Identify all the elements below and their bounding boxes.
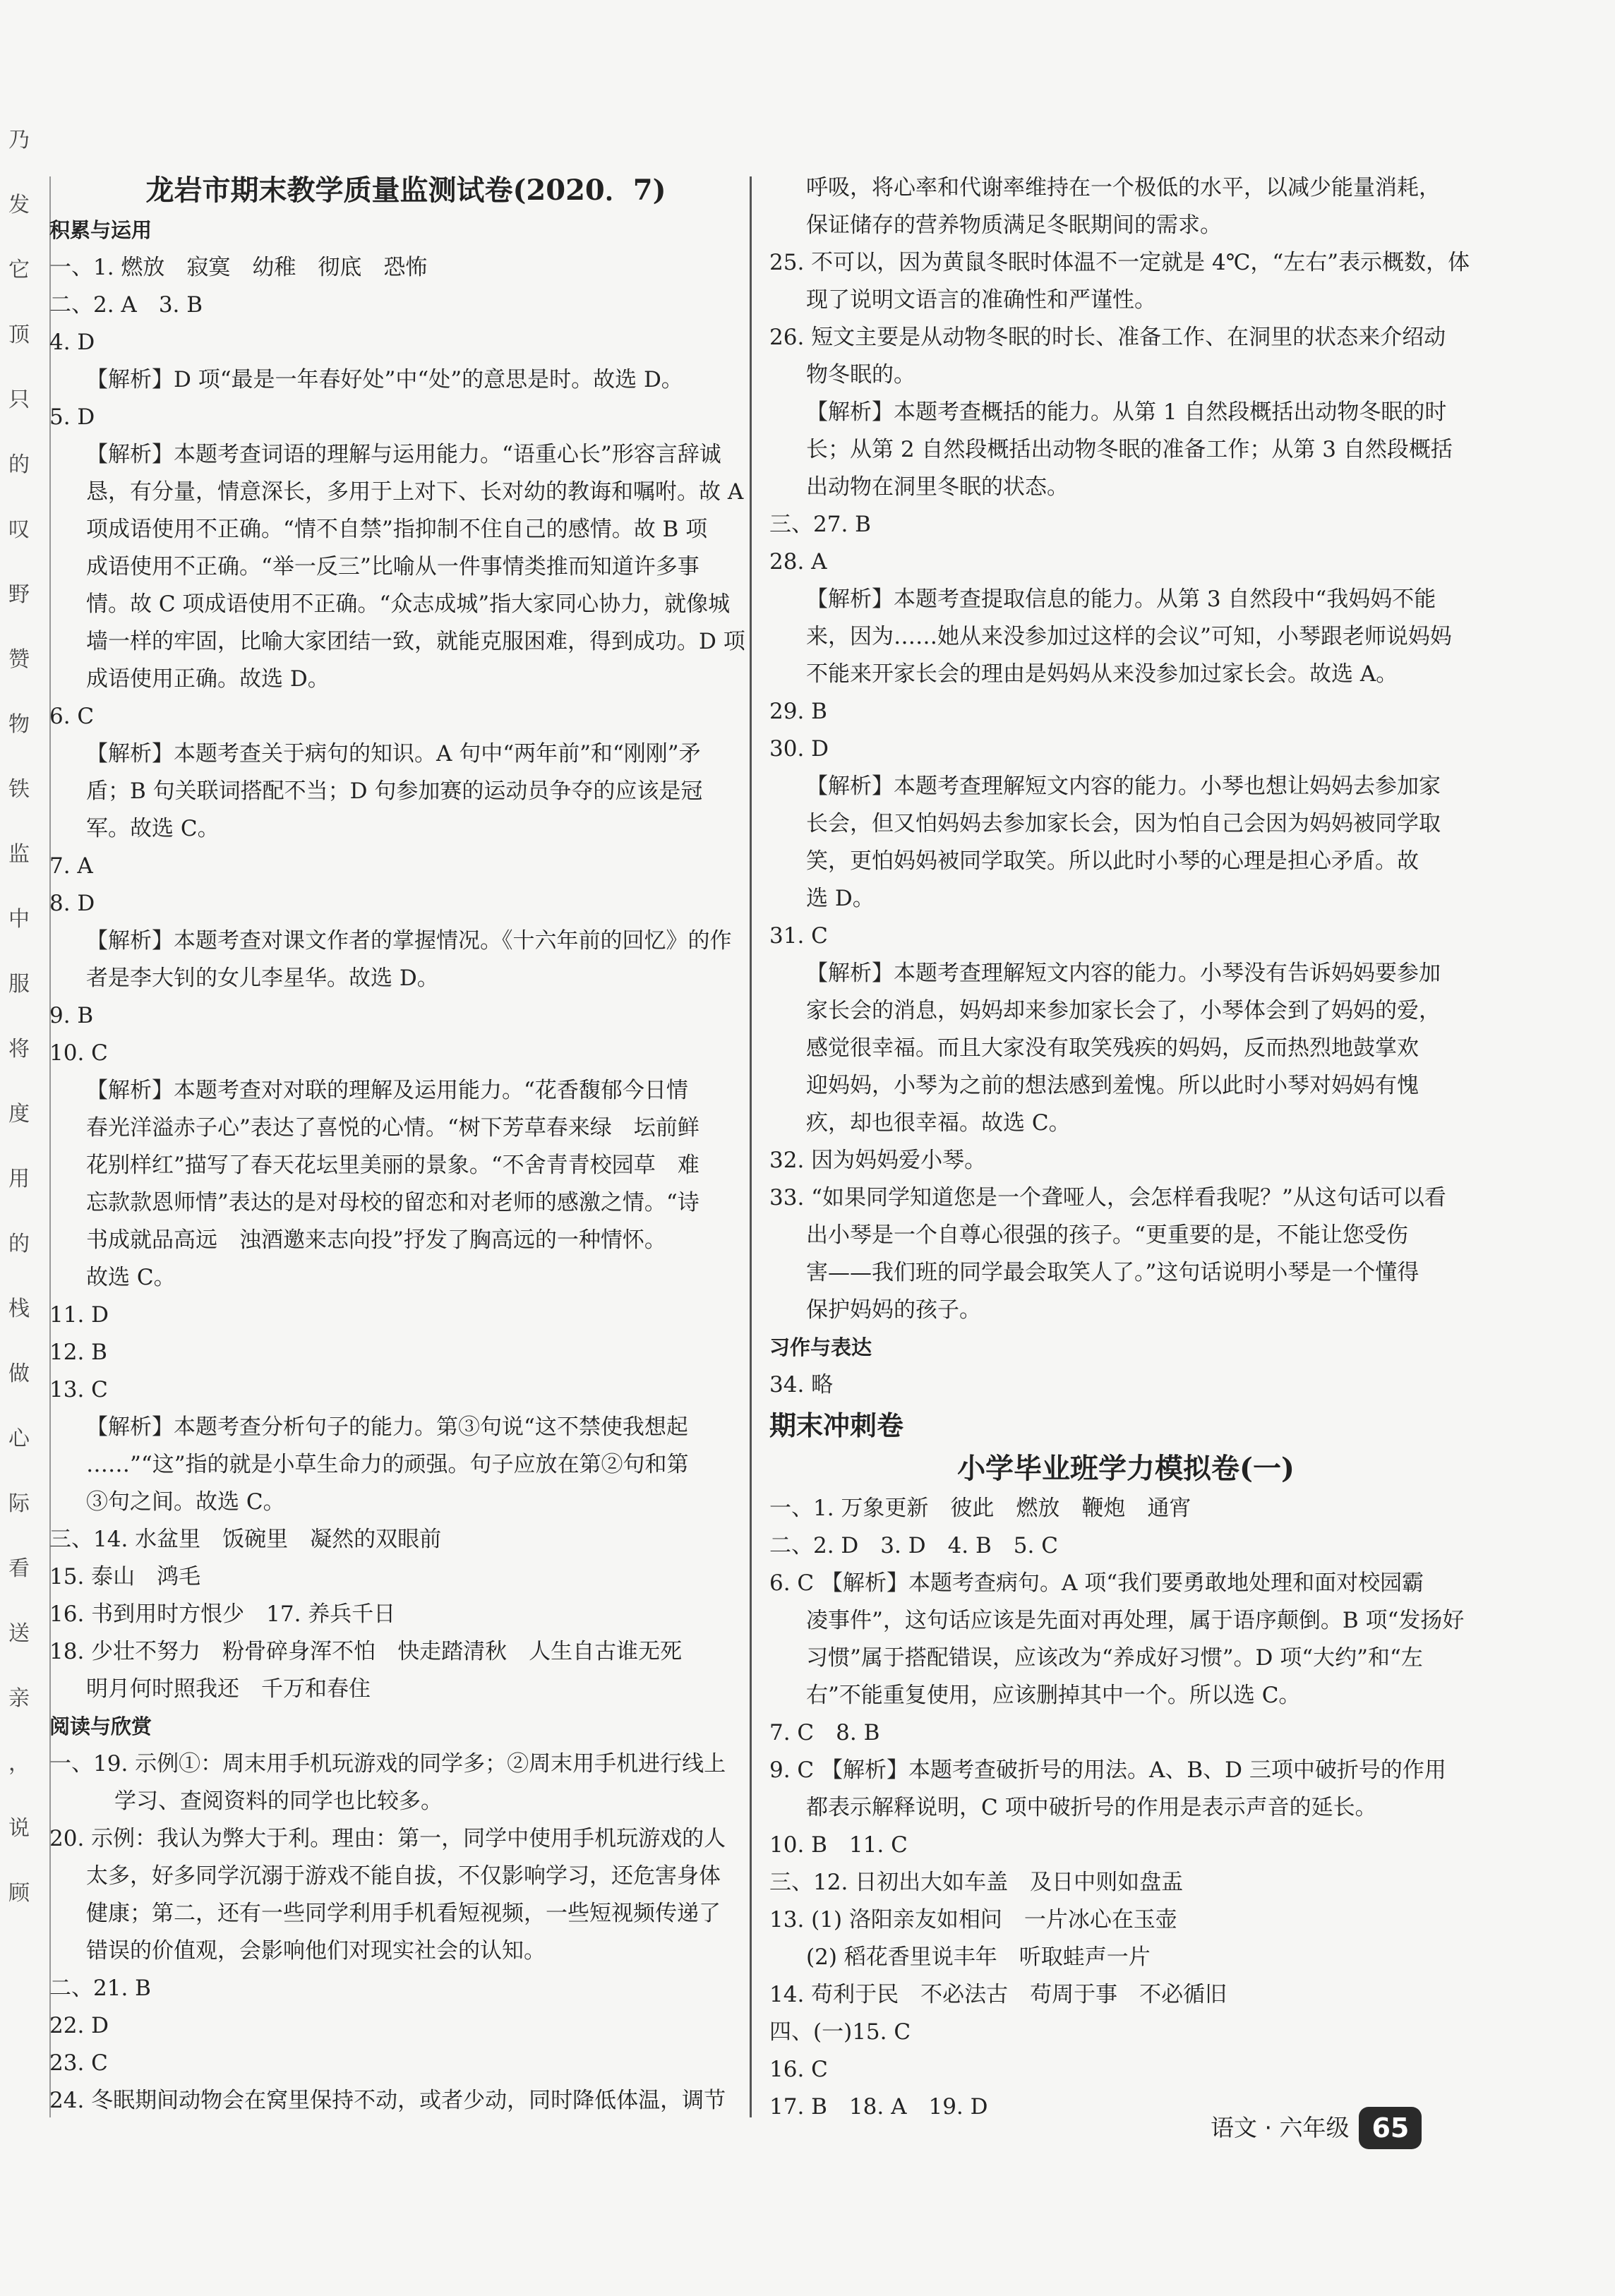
answer-line: 成语使用不正确。“举一反三”比喻从一件事情类推而知道许多事 <box>86 554 700 579</box>
margin-char: 顶 <box>8 323 30 347</box>
answer-line: 8. D <box>49 891 95 916</box>
page-footer <box>1211 2107 1422 2149</box>
answer-line: 书成就品高远 浊酒邀来志向投”抒发了胸高远的一种情怀。 <box>86 1227 666 1253</box>
margin-char: 栈 <box>8 1297 30 1321</box>
answer-line: 【解析】本题考查词语的理解与运用能力。“语重心长”形容言辞诚 <box>86 442 721 467</box>
answer-line: 盾；B 句关联词搭配不当；D 句参加赛的运动员争夺的应该是冠 <box>86 779 703 804</box>
answer-line: 恳，有分量，情意深长，多用于上对下、长对幼的教诲和嘱咐。故 A <box>86 479 744 505</box>
answer-line: 花别样红”描写了春天花坛里美丽的景象。“不舍青青校园草 难 <box>86 1153 700 1178</box>
answer-line: 7. A <box>49 853 93 879</box>
margin-char: ， <box>8 1751 30 1776</box>
answer-line: 15. 泰山 鸿毛 <box>49 1564 201 1589</box>
answer-line: 成语使用正确。故选 D。 <box>86 666 330 692</box>
answer-line: 【解析】本题考查理解短文内容的能力。小琴没有告诉妈妈要参加 <box>806 961 1441 986</box>
section-heading: 习作与表达 <box>769 1335 872 1359</box>
answer-line: (2) 稻花香里说丰年 听取蛙声一片 <box>806 1945 1151 1970</box>
margin-char: 监 <box>8 842 30 867</box>
answer-line: 感觉很幸福。而且大家没有取笑残疾的妈妈，反而热烈地鼓掌欢 <box>806 1035 1419 1061</box>
answer-line: 故选 C。 <box>86 1265 176 1290</box>
answer-line: 都表示解释说明，C 项中破折号的作用是表示声音的延长。 <box>806 1795 1377 1820</box>
answer-line: 一、19. 示例①：周末用手机玩游戏的同学多；②周末用手机进行线上 <box>49 1751 726 1777</box>
answer-line: 出动物在洞里冬眠的状态。 <box>806 474 1069 500</box>
answer-line: 16. C <box>769 2057 828 2082</box>
margin-char: 的 <box>8 452 30 477</box>
answer-line: 29. B <box>769 699 827 724</box>
margin-char: 做 <box>8 1362 30 1386</box>
answer-line: 三、12. 日初出大如车盖 及日中则如盘盂 <box>769 1870 1184 1895</box>
answer-line: 健康；第二，还有一些同学利用手机看短视频，一些短视频传递了 <box>86 1901 721 1926</box>
answer-line: 【解析】本题考查对课文作者的掌握情况。《十六年前的回忆》的作 <box>86 928 732 954</box>
answer-line: 习惯”属于搭配错误，应该改为“养成好习惯”。D 项“大约”和“左 <box>806 1645 1423 1671</box>
answer-line: 保证储存的营养物质满足冬眠期间的需求。 <box>806 212 1222 238</box>
answer-line: 17. B 18. A 19. D <box>769 2094 988 2120</box>
answer-line: 28. A <box>769 549 827 575</box>
answer-line: 长；从第 2 自然段概括出动物冬眠的准备工作；从第 3 自然段概括 <box>806 437 1453 462</box>
right-column <box>769 169 1482 2126</box>
answer-line: 一、1. 燃放 寂寞 幼稚 彻底 恐怖 <box>49 255 428 280</box>
answer-line: 6. C <box>49 704 95 729</box>
page-number-badge: 65 <box>1359 2107 1422 2149</box>
answer-line: 三、14. 水盆里 饭碗里 凝然的双眼前 <box>49 1527 442 1552</box>
answer-line: 【解析】本题考查理解短文内容的能力。小琴也想让妈妈去参加家 <box>806 774 1441 799</box>
answer-line: 二、2. D 3. D 4. B 5. C <box>769 1533 1058 1558</box>
answer-line: 23. C <box>49 2050 108 2076</box>
answer-line: 错误的价值观，会影响他们对现实社会的认知。 <box>86 1938 546 1964</box>
answer-line: 【解析】本题考查概括的能力。从第 1 自然段概括出动物冬眠的时 <box>806 399 1447 425</box>
answer-line: 保护妈妈的孩子。 <box>806 1297 981 1323</box>
answer-line: 家长会的消息，妈妈却来参加家长会了，小琴体会到了妈妈的爱， <box>806 998 1441 1023</box>
answer-line: 凌事件”，这句话应该是先面对再处理，属于语序颠倒。B 项“发扬好 <box>806 1608 1465 1633</box>
answer-line: 二、2. A 3. B <box>49 292 203 318</box>
answer-line: 【解析】本题考查关于病句的知识。A 句中“两年前”和“刚刚”矛 <box>86 741 701 767</box>
answer-line: 长会，但又怕妈妈去参加家长会，因为怕自己会因为妈妈被同学取 <box>806 811 1441 836</box>
margin-char: 将 <box>8 1037 30 1062</box>
margin-char: 服 <box>8 972 30 997</box>
answer-line: 7. C 8. B <box>769 1720 880 1745</box>
answer-line: 笑，更怕妈妈被同学取笑。所以此时小琴的心理是担心矛盾。故 <box>806 848 1419 874</box>
answer-line: 一、1. 万象更新 彼此 燃放 鞭炮 通宵 <box>769 1496 1191 1521</box>
answer-line: 迎妈妈，小琴为之前的想法感到羞愧。所以此时小琴对妈妈有愧 <box>806 1073 1419 1098</box>
answer-line: 33. “如果同学知道您是一个聋哑人，会怎样看我呢？”从这句话可以看 <box>769 1185 1446 1210</box>
answer-line: 情。故 C 项成语使用不正确。“众志成城”指大家同心协力，就像城 <box>86 591 731 617</box>
left-column <box>49 169 762 2120</box>
answer-line: 4. D <box>49 330 95 355</box>
answer-line: ……”“这”指的就是小草生命力的顽强。句子应放在第②句和第 <box>86 1452 689 1477</box>
answer-line: 疚，却也很幸福。故选 C。 <box>806 1110 1071 1136</box>
answer-line: 25. 不可以，因为黄鼠冬眠时体温不一定就是 4℃，“左右”表示概数，体 <box>769 250 1470 275</box>
answer-line: 【解析】本题考查对对联的理解及运用能力。“花香馥郁今日情 <box>86 1078 688 1103</box>
answer-line: 30. D <box>769 736 829 762</box>
answer-line: 31. C <box>769 923 828 949</box>
answer-line: ③句之间。故选 C。 <box>86 1489 285 1515</box>
answer-line: 【解析】本题考查分析句子的能力。第③句说“这不禁使我想起 <box>86 1414 688 1440</box>
answer-line: 32. 因为妈妈爱小琴。 <box>769 1148 987 1173</box>
heading: 期末冲刺卷 <box>769 1410 904 1441</box>
answer-line: 24. 冬眠期间动物会在窝里保持不动，或者少动，同时降低体温，调节 <box>49 2088 726 2113</box>
margin-char: 中 <box>8 907 30 932</box>
margin-char: 看 <box>8 1556 30 1581</box>
answer-line: 34. 略 <box>769 1372 834 1398</box>
answer-line: 出小琴是一个自尊心很强的孩子。“更重要的是，不能让您受伤 <box>806 1222 1408 1248</box>
margin-char: 物 <box>8 712 30 737</box>
answer-line: 墙一样的牢固，比喻大家团结一致，就能克服困难，得到成功。D 项 <box>86 629 745 654</box>
answer-line: 不能来开家长会的理由是妈妈从来没参加过家长会。故选 A。 <box>806 661 1398 687</box>
answer-line: 【解析】D 项“最是一年春好处”中“处”的意思是时。故选 D。 <box>86 367 683 392</box>
answer-line: 13. (1) 洛阳亲友如相问 一片冰心在玉壶 <box>769 1907 1177 1933</box>
answer-line: 春光洋溢赤子心”表达了喜悦的心情。“树下芳草春来绿 坛前鲜 <box>86 1115 700 1141</box>
answer-line: 26. 短文主要是从动物冬眠的时长、准备工作、在洞里的状态来介绍动 <box>769 325 1446 350</box>
margin-char: 叹 <box>8 517 30 542</box>
margin-char: 说 <box>8 1816 30 1841</box>
answer-line: 忘款款恩师情”表达的是对母校的留恋和对老师的感激之情。“诗 <box>86 1190 700 1215</box>
answer-line: 项成语使用不正确。“情不自禁”指抑制不住自己的感情。故 B 项 <box>86 517 708 542</box>
answer-line: 9. C 【解析】本题考查破折号的用法。A、B、D 三项中破折号的作用 <box>769 1757 1446 1783</box>
margin-char: 顾 <box>8 1881 30 1906</box>
answer-line: 12. B <box>49 1340 107 1365</box>
answer-line: 18. 少壮不努力 粉骨碎身浑不怕 快走踏清秋 人生自古谁无死 <box>49 1639 683 1664</box>
margin-char: 铁 <box>8 777 30 802</box>
answer-line: 四、(一)15. C <box>769 2019 911 2045</box>
margin-char: 赞 <box>8 647 30 672</box>
answer-line: 现了说明文语言的准确性和严谨性。 <box>806 287 1156 313</box>
answer-line: 二、21. B <box>49 1976 151 2001</box>
margin-char: 心 <box>8 1426 30 1451</box>
answer-line: 16. 书到用时方恨少 17. 养兵千日 <box>49 1601 396 1627</box>
answer-line: 选 D。 <box>806 886 875 911</box>
margin-char: 度 <box>8 1102 30 1126</box>
answer-line: 14. 苟利于民 不必法古 苟周于事 不必循旧 <box>769 1982 1227 2007</box>
exam-title: 龙岩市期末教学质量监测试卷(2020．7) <box>145 174 666 207</box>
answer-line: 学习、查阅资料的同学也比较多。 <box>114 1789 443 1814</box>
margin-char: 只 <box>8 387 30 412</box>
answer-line: 三、27. B <box>769 512 871 537</box>
answer-line: 5. D <box>49 404 95 430</box>
answer-line: 20. 示例：我认为弊大于利。理由：第一，同学中使用手机玩游戏的人 <box>49 1826 726 1851</box>
answer-line: 9. B <box>49 1003 94 1028</box>
margin-char: 亲 <box>8 1686 30 1711</box>
margin-char: 发 <box>8 193 30 217</box>
answer-line: 来，因为……她从来没参加过这样的会议”可知，小琴跟老师说妈妈 <box>806 624 1452 649</box>
answer-line: 太多，好多同学沉溺于游戏不能自拔，不仅影响学习，还危害身体 <box>86 1863 721 1889</box>
margin-char: 野 <box>8 582 30 607</box>
section-heading: 阅读与欣赏 <box>49 1714 152 1738</box>
margin-char: 送 <box>8 1621 30 1646</box>
answer-line: 13. C <box>49 1377 108 1402</box>
answer-line: 明月何时照我还 千万和春住 <box>86 1676 371 1702</box>
margin-char: 的 <box>8 1232 30 1256</box>
answer-line: 6. C 【解析】本题考查病句。A 项“我们要勇敢地处理和面对校园霸 <box>769 1570 1424 1596</box>
answer-line: 呼吸，将心率和代谢率维持在一个极低的水平，以减少能量消耗， <box>806 175 1441 200</box>
answer-line: 【解析】本题考查提取信息的能力。从第 3 自然段中“我妈妈不能 <box>806 587 1436 612</box>
answer-line: 10. C <box>49 1040 108 1066</box>
answer-line: 右”不能重复使用，应该删掉其中一个。所以选 C。 <box>806 1683 1301 1708</box>
heading: 小学毕业班学力模拟卷(一) <box>957 1452 1295 1485</box>
section-heading: 积累与运用 <box>49 218 152 242</box>
answer-line: 者是李大钊的女儿李星华。故选 D。 <box>86 966 439 991</box>
answer-line: 军。故选 C。 <box>86 816 220 841</box>
subject-grade: 语文 · 六年级 <box>1211 2114 1350 2141</box>
margin-char: 它 <box>8 258 30 282</box>
answer-line: 害——我们班的同学最会取笑人了。”这句话说明小琴是一个懂得 <box>806 1260 1419 1285</box>
answer-line: 22. D <box>49 2013 109 2038</box>
answer-line: 10. B 11. C <box>769 1832 908 1858</box>
margin-char: 际 <box>8 1491 30 1516</box>
answer-line: 物冬眠的。 <box>806 362 915 387</box>
margin-char: 乃 <box>8 128 30 152</box>
margin-char: 用 <box>8 1167 30 1191</box>
answer-line: 11. D <box>49 1302 109 1328</box>
